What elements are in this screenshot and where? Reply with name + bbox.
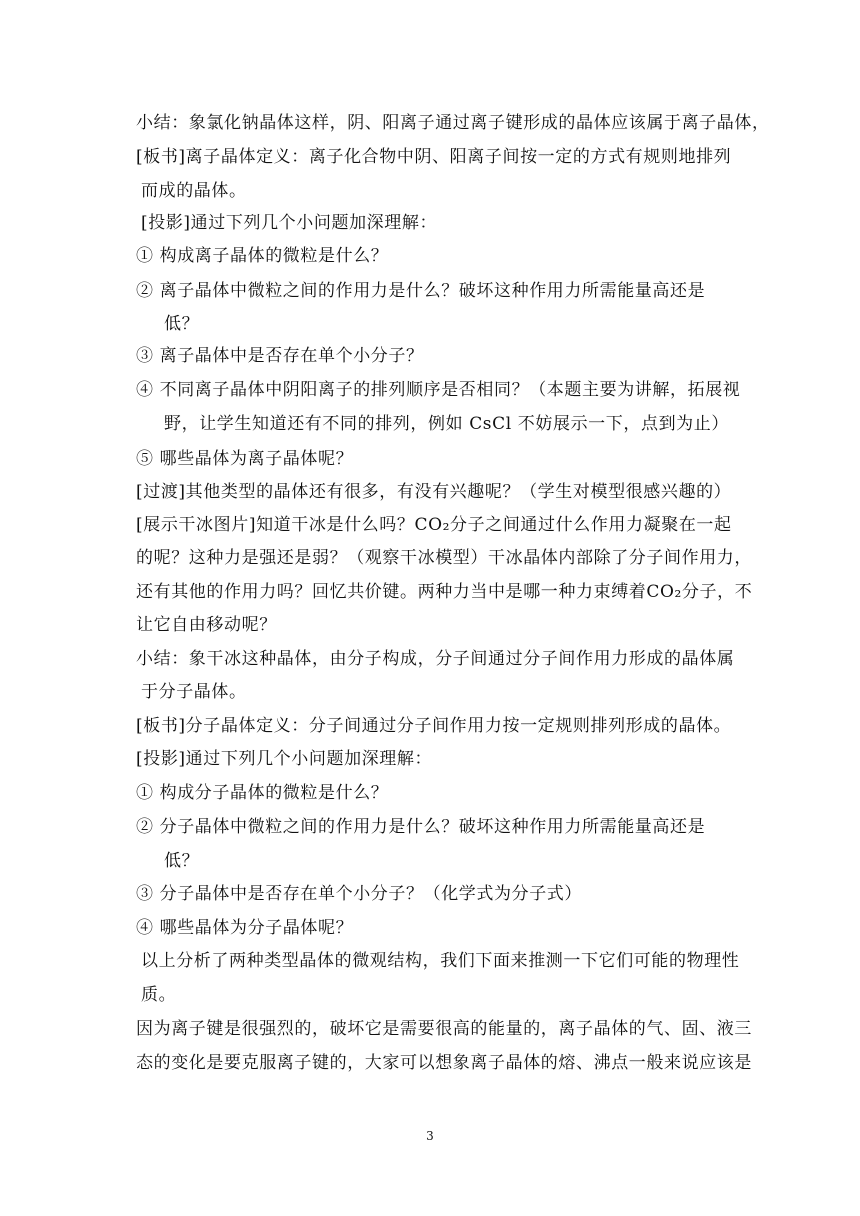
text-line: 小结：象氯化钠晶体这样，阴、阳离子通过离子键形成的晶体应该属于离子晶体， [136, 113, 770, 133]
text-line: 让它自由移动呢？ [136, 615, 277, 635]
text-line: ③ 分子晶体中是否存在单个小分子？（化学式为分子式） [136, 884, 583, 904]
text-line: 于分子晶体。 [141, 682, 247, 702]
text-line: 还有其他的作用力吗？回忆共价键。两种力当中是哪一种力束缚着CO₂分子，不 [136, 582, 753, 602]
text-line: 低？ [164, 314, 200, 334]
text-line: 因为离子键是很强烈的，破坏它是需要很高的能量的，离子晶体的气、固、液三 [136, 1019, 752, 1039]
text-line: [板书]分子晶体定义：分子间通过分子间作用力按一定规则排列形成的晶体。 [136, 716, 732, 736]
text-line: ② 离子晶体中微粒之间的作用力是什么？破坏这种作用力所需能量高还是 [136, 281, 706, 301]
text-line: ④ 不同离子晶体中阴阳离子的排列顺序是否相同？（本题主要为讲解，拓展视 [136, 380, 741, 400]
text-line: [投影]通过下列几个小问题加深理解： [136, 749, 433, 769]
text-line: 野，让学生知道还有不同的排列，例如 CsCl 不妨展示一下，点到为止） [164, 414, 729, 434]
text-line: 态的变化是要克服离子键的，大家可以想象离子晶体的熔、沸点一般来说应该是 [136, 1053, 752, 1073]
text-line: ③ 离子晶体中是否存在单个小分子？ [136, 346, 424, 366]
text-line: ④ 哪些晶体为分子晶体呢？ [136, 918, 354, 938]
text-line: 低？ [164, 851, 200, 871]
text-line: 小结：象干冰这种晶体，由分子构成，分子间通过分子间作用力形成的晶体属 [136, 649, 735, 669]
text-line: ① 构成分子晶体的微粒是什么？ [136, 783, 389, 803]
text-line: 以上分析了两种类型晶体的微观结构，我们下面来推测一下它们可能的物理性 [141, 951, 740, 971]
text-line: [展示干冰图片]知道干冰是什么吗？CO₂分子之间通过什么作用力凝聚在一起 [136, 515, 732, 535]
text-line: ① 构成离子晶体的微粒是什么？ [136, 246, 389, 266]
text-line: 的呢？这种力是强还是弱？（观察干冰模型）干冰晶体内部除了分子间作用力， [136, 548, 752, 568]
text-line: 而成的晶体。 [141, 181, 247, 201]
text-line: 质。 [141, 985, 177, 1005]
text-line: [投影]通过下列几个小问题加深理解： [141, 213, 438, 233]
text-line: [过渡]其他类型的晶体还有很多，有没有兴趣呢？（学生对模型很感兴趣的） [136, 482, 732, 502]
text-line: ⑤ 哪些晶体为离子晶体呢？ [136, 449, 354, 469]
text-line: [板书]离子晶体定义：离子化合物中阴、阳离子间按一定的方式有规则地排列 [136, 147, 732, 167]
page-number: 3 [426, 1129, 434, 1143]
text-line: ② 分子晶体中微粒之间的作用力是什么？破坏这种作用力所需能量高还是 [136, 817, 706, 837]
